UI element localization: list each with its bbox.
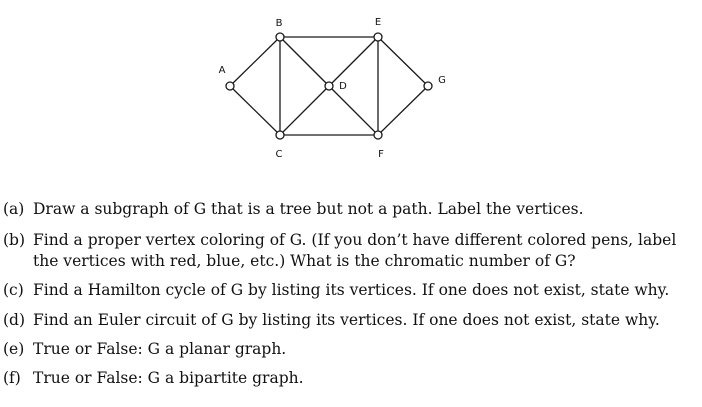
edge-e-g: [378, 37, 428, 86]
question-list: [0, 196, 700, 389]
vertex-label-b: B: [275, 18, 283, 29]
question-b: [0, 230, 700, 272]
question-e-label: (e): [3, 340, 25, 358]
edge-d-e: [329, 37, 378, 86]
edge-b-d: [280, 37, 329, 86]
question-e-text: True or False: G a planar graph.: [33, 340, 287, 358]
vertex-g: [424, 82, 432, 90]
question-d: [0, 310, 700, 331]
vertex-d: [325, 82, 333, 90]
question-c-text: Find a Hamilton cycle of G by listing its vertices. If one does not exist, state why.: [33, 281, 670, 299]
edge-c-d: [280, 86, 329, 135]
vertex-label-f: F: [378, 149, 384, 160]
question-d-label: (d): [3, 311, 26, 329]
vertex-a: [226, 82, 234, 90]
edge-a-b: [230, 37, 280, 86]
question-b-text: Find a proper vertex coloring of G. (If you don’t have different colored pens, label the vertices with red, blue, etc.) What is the chromatic number of G?: [33, 231, 677, 270]
question-e: [0, 339, 700, 360]
question-b-label: (b): [3, 231, 26, 249]
vertex-label-g: G: [438, 75, 446, 86]
question-c-label: (c): [3, 281, 24, 299]
vertex-e: [374, 33, 382, 41]
question-a-text: Draw a subgraph of G that is a tree but not a path. Label the vertices.: [33, 200, 584, 218]
graph-diagram: [0, 0, 702, 190]
question-a-label: (a): [3, 200, 25, 218]
edge-a-c: [230, 86, 280, 135]
vertex-label-a: A: [218, 65, 226, 76]
question-f-text: True or False: G a bipartite graph.: [33, 369, 304, 387]
edge-f-g: [378, 86, 428, 135]
vertex-label-d: D: [339, 81, 347, 92]
vertex-f: [374, 131, 382, 139]
question-d-text: Find an Euler circuit of G by listing its vertices. If one does not exist, state why.: [33, 311, 660, 329]
edge-d-f: [329, 86, 378, 135]
vertex-c: [276, 131, 284, 139]
vertex-label-e: E: [374, 17, 382, 28]
vertex-label-c: C: [275, 149, 283, 160]
question-c: [0, 280, 700, 301]
question-f-label: (f): [3, 369, 21, 387]
question-f: [0, 368, 700, 389]
question-a: [0, 199, 700, 220]
graph-vertices: [226, 33, 432, 139]
vertex-b: [276, 33, 284, 41]
